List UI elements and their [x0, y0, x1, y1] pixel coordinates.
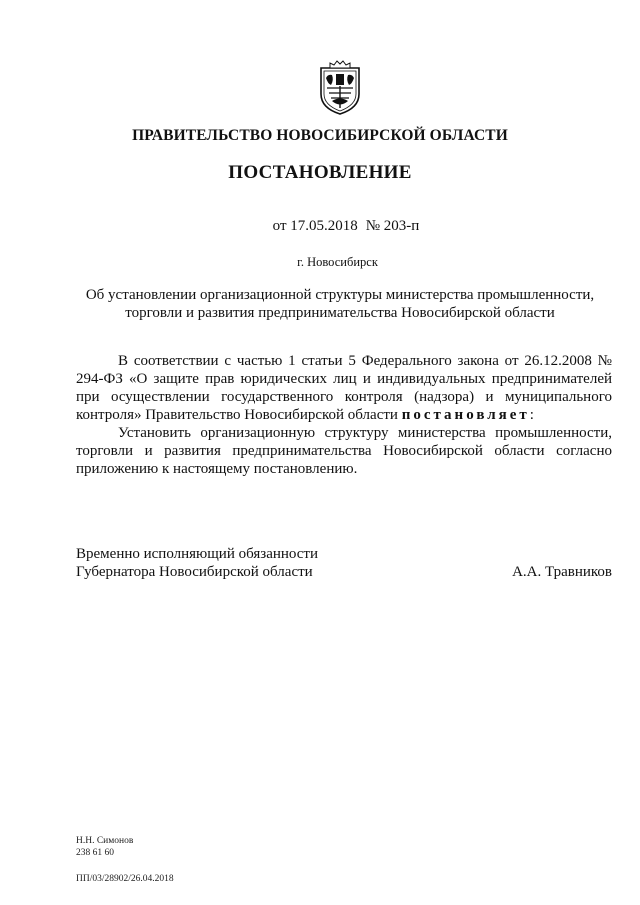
body-paragraph-2: Установить организационную структуру министерства промышленности, торговли и развития предпринимательства Новосибирской области согласно приложению к настоящему постановлению.: [76, 425, 612, 477]
resolves-colon: :: [529, 407, 534, 423]
document-footer: [76, 835, 174, 885]
resolves-word: постановляет: [401, 407, 530, 423]
document-number: № 203-п: [365, 218, 420, 234]
document-code: ПП/03/28902/26.04.2018: [76, 874, 174, 884]
date-number-line: [0, 218, 640, 235]
document-body: [76, 352, 612, 478]
body-paragraph-1: [76, 352, 612, 424]
city-line: г. Новосибирск: [297, 255, 378, 269]
body-paragraph-1-text: В соответствии с частью 1 статьи 5 Федерального закона от 26.12.2008 № 294-ФЗ «О защите прав юридических лиц и индивидуальных предпринимателей при осуществлении государственного контроля (надзора) и муниципального контроля» Правительство Новосибирской области: [76, 353, 612, 423]
document-type-title: ПОСТАНОВЛЕНИЕ: [228, 162, 412, 183]
signatory-role-line-1: Временно исполняющий обязанности: [76, 546, 319, 562]
document-subject: [70, 286, 610, 322]
subject-line-2: торговли и развития предпринимательства Новосибирской области: [125, 305, 555, 321]
coat-of-arms-icon: [317, 58, 363, 116]
signatory-role-line-2: Губернатора Новосибирской области: [76, 564, 313, 580]
executor-phone: 238 61 60: [76, 848, 114, 858]
executor-name: Н.Н. Симонов: [76, 836, 134, 846]
document-date: от 17.05.2018: [272, 218, 358, 234]
organization-title: ПРАВИТЕЛЬСТВО НОВОСИБИРСКОЙ ОБЛАСТИ: [132, 127, 508, 144]
subject-line-1: Об установлении организационной структуры министерства промышленности,: [85, 287, 595, 303]
signatory-name: А.А. Травников: [512, 564, 612, 580]
signatory-role: [76, 545, 396, 581]
